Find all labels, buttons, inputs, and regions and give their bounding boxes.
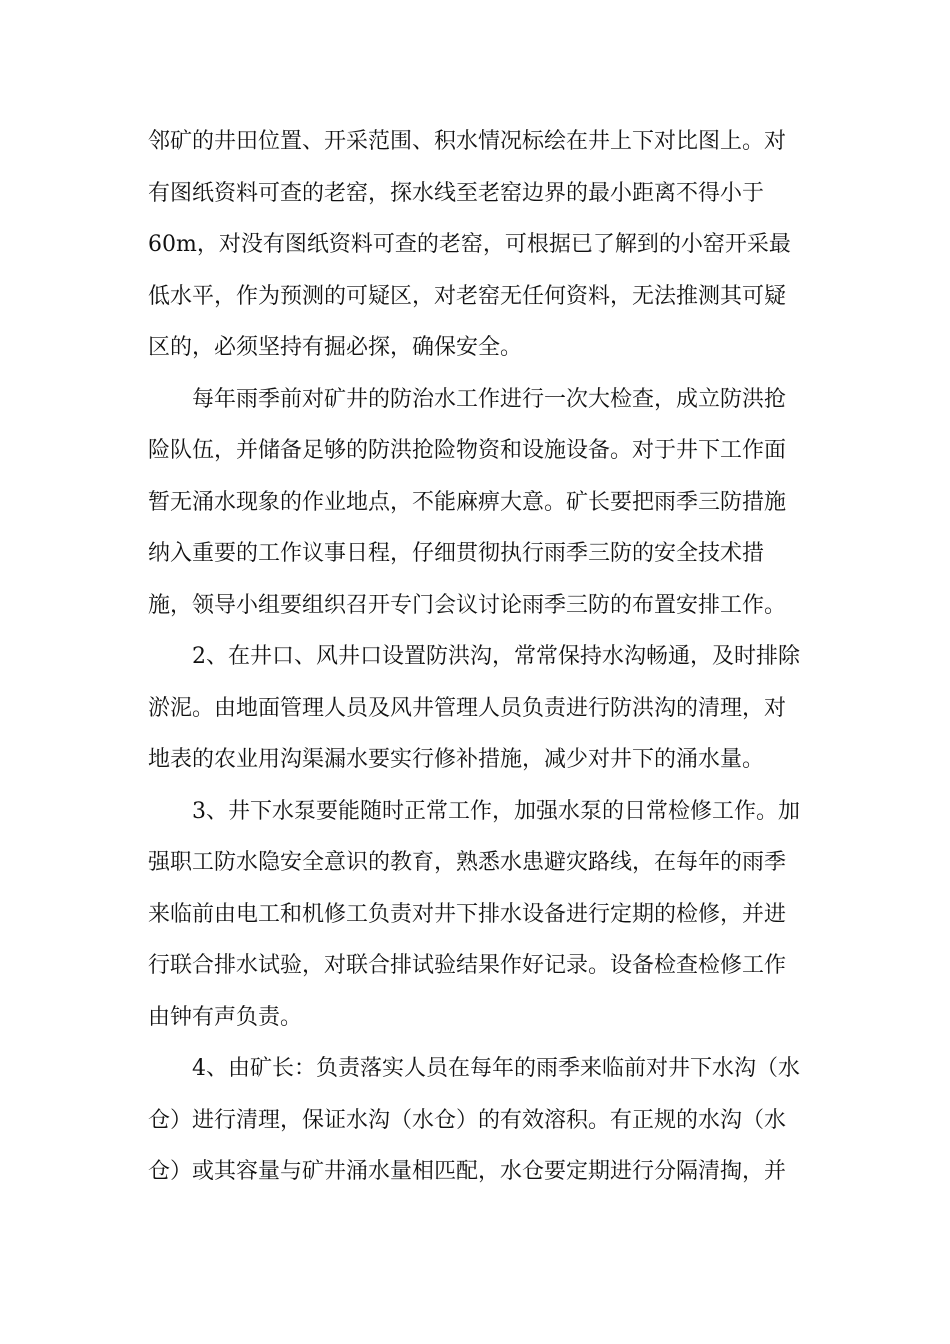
text-line: 险队伍，并储备足够的防洪抢险物资和设施设备。对于井下工作面 [148,438,787,463]
text-line: 强职工防水隐安全意识的教育，熟悉水患避灾路线，在每年的雨季 [148,850,787,875]
text-line: 由钟有声负责。 [148,1004,303,1030]
text-line: 地表的农业用沟渠漏水要实行修补措施，减少对井下的涌水量。 [148,747,765,772]
text-line: 邻矿的井田位置、开采范围、积水情况标绘在井上下对比图上。对 [148,129,787,154]
text-line: 暂无涌水现象的作业地点，不能麻痹大意。矿长要把雨季三防措施 [148,489,787,515]
paragraph-first-line: 每年雨季前对矿井的防治水工作进行一次大检查，成立防洪抢 [192,386,787,412]
text-line: 施，领导小组要组织召开专门会议讨论雨季三防的布置安排工作。 [148,592,787,618]
text-line: 有图纸资料可查的老窑，探水线至老窑边界的最小距离不得小于 [148,180,765,206]
text-line: 区的，必须坚持有掘必探，确保安全。 [148,335,523,360]
text-line: 低水平，作为预测的可疑区，对老窑无任何资料，无法推测其可疑 [148,283,787,309]
document-body [148,116,808,1198]
text-line: 淤泥。由地面管理人员及风井管理人员负责进行防洪沟的清理，对 [148,695,787,721]
text-line: 仓）进行清理，保证水沟（水仓）的有效溶积。有正规的水沟（水 [148,1107,787,1133]
text-line: 行联合排水试验，对联合排试验结果作好记录。设备检查检修工作 [148,953,787,978]
text-line: 纳入重要的工作议事日程，仔细贯彻执行雨季三防的安全技术措 [148,541,765,566]
paragraph-first-line: 2、在井口、风井口设置防洪沟，常常保持水沟畅通，及时排除 [192,644,800,669]
paragraph-first-line: 4、由矿长：负责落实人员在每年的雨季来临前对井下水沟（水 [192,1056,800,1081]
text-line: 来临前由电工和机修工负责对井下排水设备进行定期的检修，并进 [148,901,787,927]
text-line: 60m，对没有图纸资料可查的老窑，可根据已了解到的小窑开采最 [148,232,791,257]
text-line: 仓）或其容量与矿井涌水量相匹配，水仓要定期进行分隔清掏，并 [148,1159,787,1184]
paragraph-first-line: 3、井下水泵要能随时正常工作，加强水泵的日常检修工作。加 [192,798,800,824]
